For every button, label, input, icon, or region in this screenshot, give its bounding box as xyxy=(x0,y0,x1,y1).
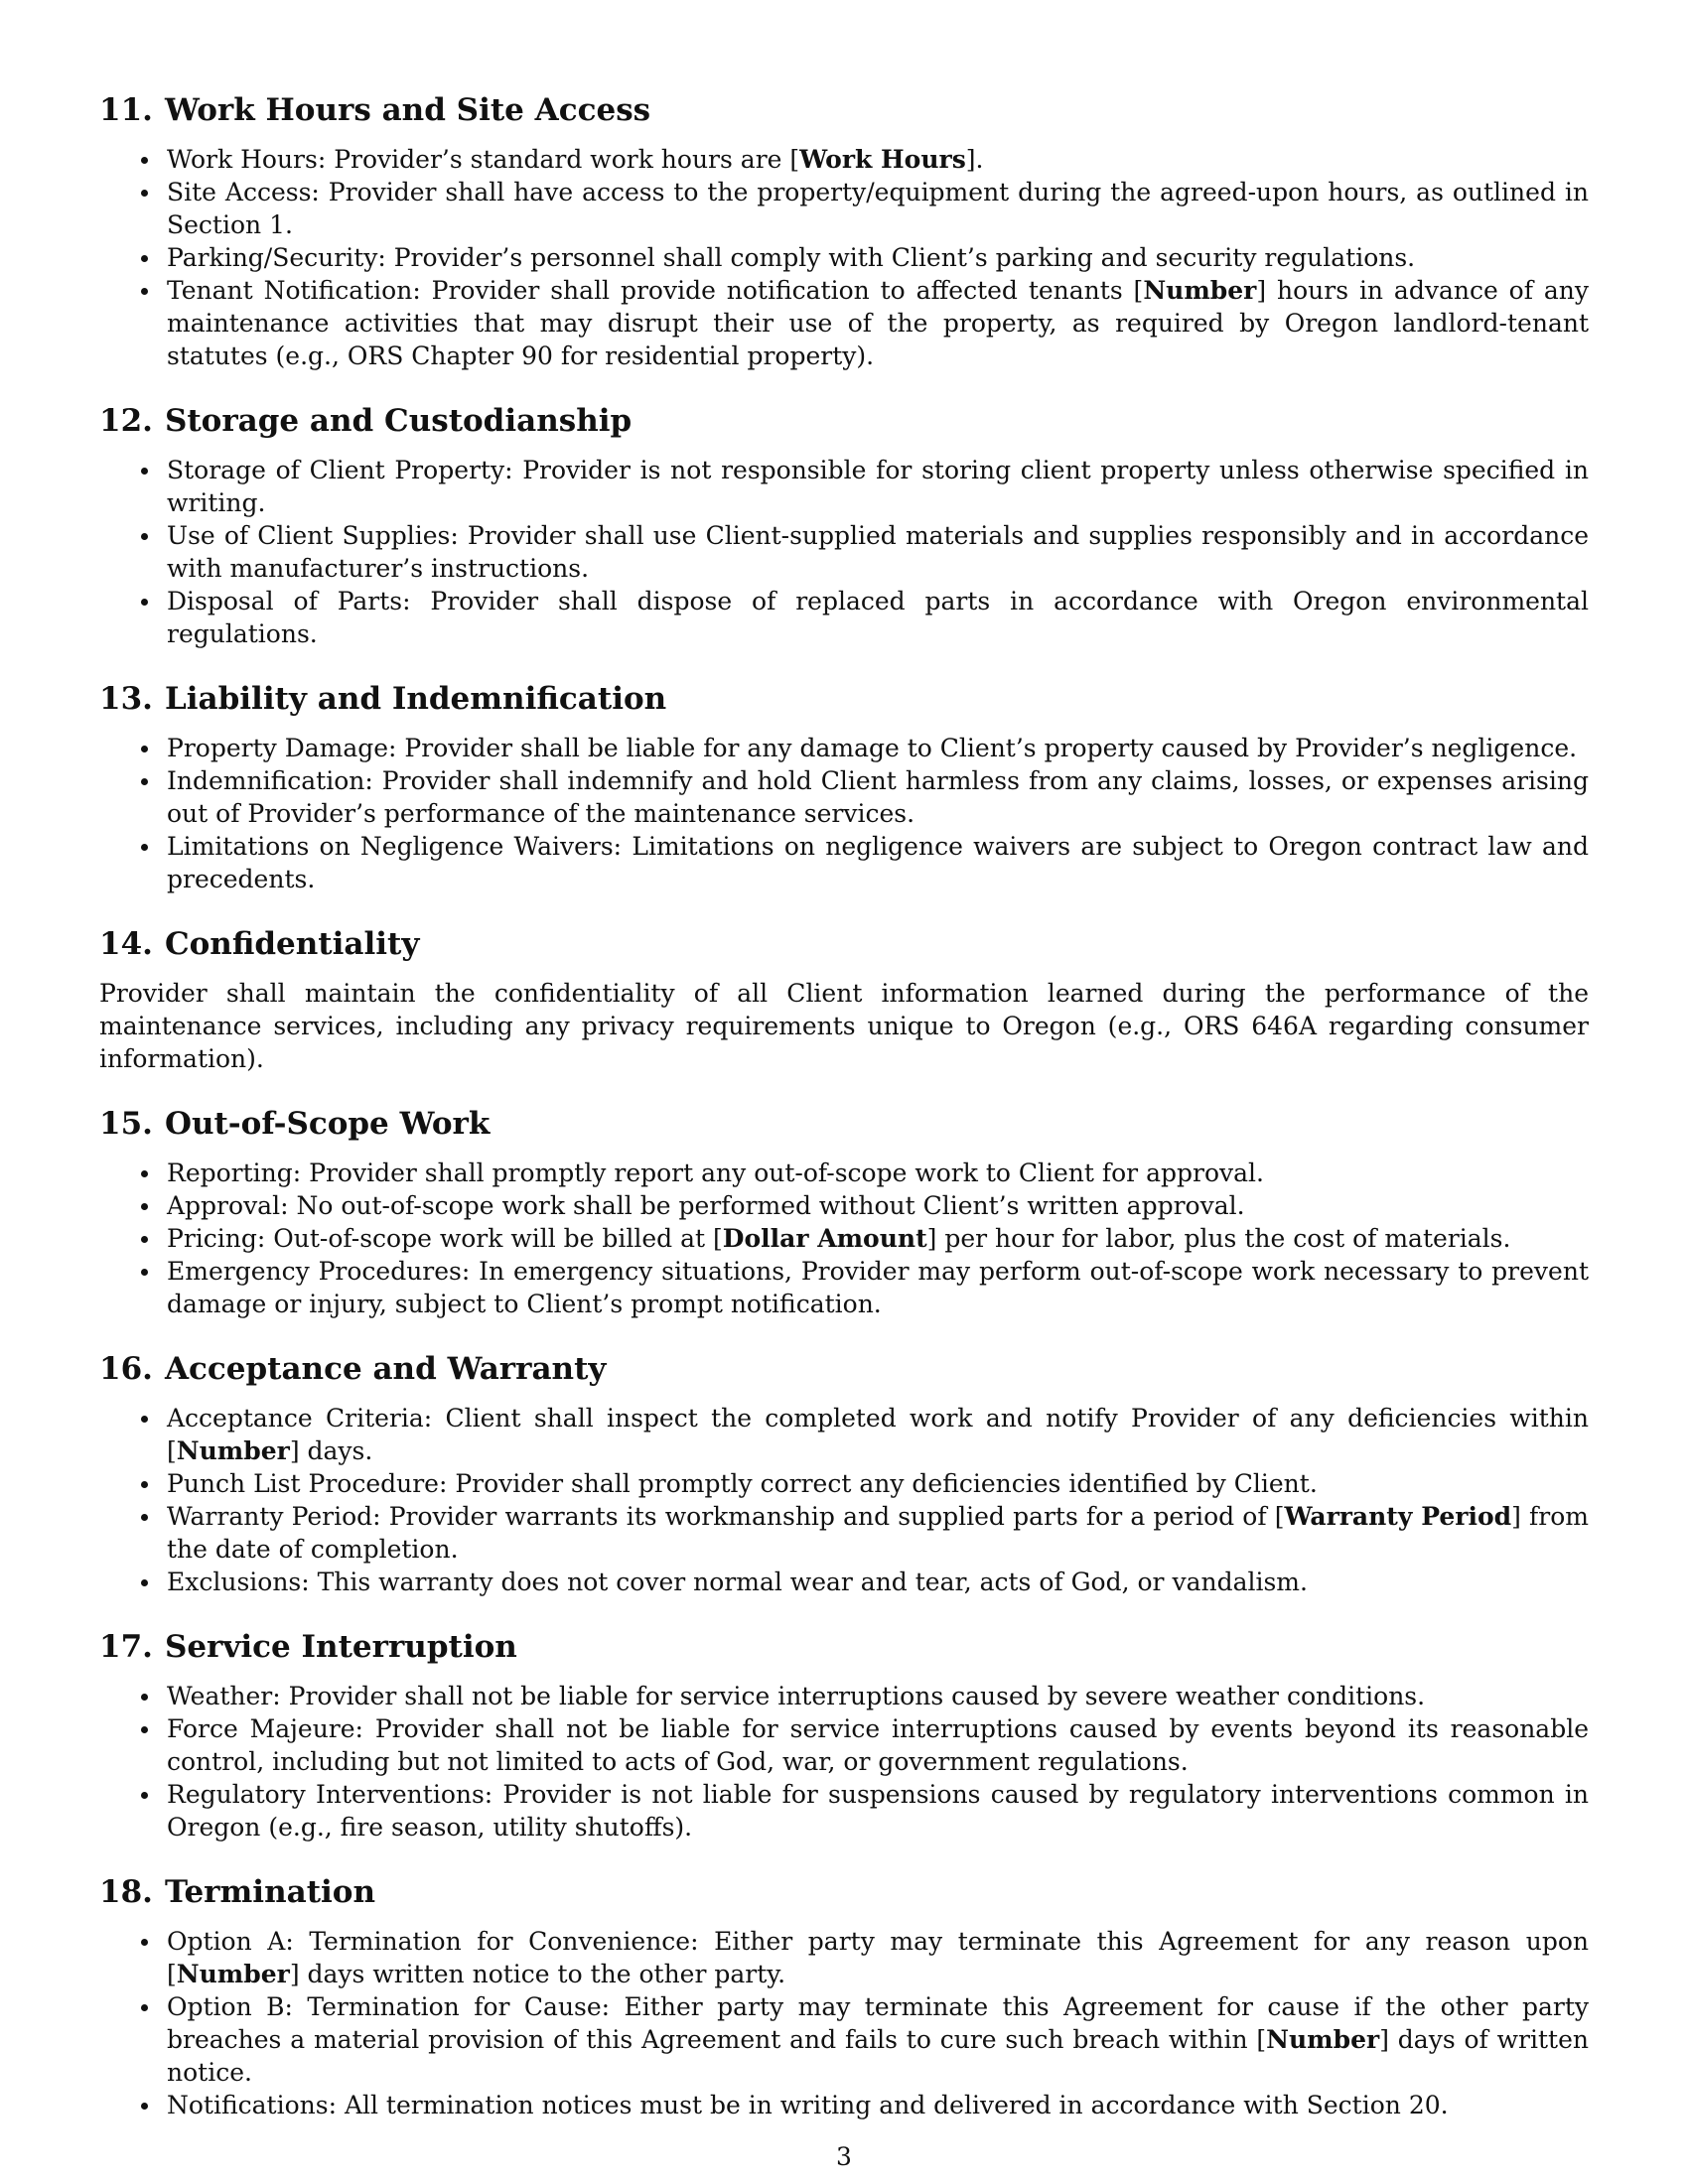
list-item: Weather: Provider shall not be liable for service interruptions caused by severe weather conditions. xyxy=(99,1680,1589,1712)
section-service-interruption xyxy=(99,1626,1589,1843)
document-page xyxy=(99,89,1589,2149)
list-item: Tenant Notification: Provider shall provide notification to affected tenants [Number] hours in advance of any maintenance activities that may disrupt their use of the property, as required by Oregon landlord-tenant statutes (e.g., ORS Chapter 90 for residential property). xyxy=(99,274,1589,372)
bullet-list xyxy=(99,1925,1589,2121)
list-item: Notifications: All termination notices must be in writing and delivered in accordance with Section 20. xyxy=(99,2089,1589,2121)
list-item: Emergency Procedures: In emergency situations, Provider may perform out-of-scope work necessary to prevent damage or injury, subject to Client’s prompt notification. xyxy=(99,1255,1589,1320)
section-work-hours xyxy=(99,89,1589,372)
section-acceptance-warranty xyxy=(99,1348,1589,1598)
list-item: Property Damage: Provider shall be liable for any damage to Client’s property caused by Provider’s negligence. xyxy=(99,732,1589,764)
list-item: Use of Client Supplies: Provider shall use Client-supplied materials and supplies responsibly and in accordance with manufacturer’s instructions. xyxy=(99,519,1589,585)
section-heading: 16. Acceptance and Warranty xyxy=(99,1351,607,1387)
section-storage xyxy=(99,400,1589,650)
section-heading: 11. Work Hours and Site Access xyxy=(99,92,651,128)
section-heading: 18. Termination xyxy=(99,1874,376,1910)
list-item: Regulatory Interventions: Provider is not liable for suspensions caused by regulatory interventions common in Oregon (e.g., fire season, utility shutoffs). xyxy=(99,1778,1589,1843)
paragraph: Provider shall maintain the confidentiality of all Client information learned during the performance of the maintenance services, including any privacy requirements unique to Oregon (e.g., ORS 646A regarding consumer information). xyxy=(99,979,1589,1073)
list-item: Disposal of Parts: Provider shall dispose of replaced parts in accordance with Oregon environmental regulations. xyxy=(99,585,1589,650)
list-item: Punch List Procedure: Provider shall promptly correct any deficiencies identified by Client. xyxy=(99,1467,1589,1500)
bullet-list xyxy=(99,143,1589,372)
list-item: Option A: Termination for Convenience: Either party may terminate this Agreement for any reason upon [Number] days written notice to the other party. xyxy=(99,1925,1589,1990)
section-out-of-scope xyxy=(99,1103,1589,1320)
list-item: Storage of Client Property: Provider is not responsible for storing client property unless otherwise specified in writing. xyxy=(99,454,1589,519)
list-item: Option B: Termination for Cause: Either party may terminate this Agreement for cause if the other party breaches a material provision of this Agreement and fails to cure such breach within [Number] days of written notice. xyxy=(99,1990,1589,2089)
section-confidentiality xyxy=(99,923,1589,1075)
list-item: Parking/Security: Provider’s personnel shall comply with Client’s parking and security regulations. xyxy=(99,241,1589,274)
section-heading: 12. Storage and Custodianship xyxy=(99,403,633,439)
list-item: Indemnification: Provider shall indemnify and hold Client harmless from any claims, losses, or expenses arising out of Provider’s performance of the maintenance services. xyxy=(99,764,1589,830)
list-item: Limitations on Negligence Waivers: Limitations on negligence waivers are subject to Oregon contract law and precedents. xyxy=(99,830,1589,895)
list-item: Acceptance Criteria: Client shall inspect the completed work and notify Provider of any deficiencies within [Number] days. xyxy=(99,1402,1589,1467)
list-item: Reporting: Provider shall promptly report any out-of-scope work to Client for approval. xyxy=(99,1157,1589,1189)
list-item: Force Majeure: Provider shall not be liable for service interruptions caused by events beyond its reasonable control, including but not limited to acts of God, war, or government regulations. xyxy=(99,1712,1589,1778)
bullet-list xyxy=(99,1402,1589,1598)
section-liability xyxy=(99,678,1589,895)
bullet-list xyxy=(99,454,1589,650)
page-number: 3 xyxy=(836,2142,852,2171)
bullet-list xyxy=(99,732,1589,895)
bullet-list xyxy=(99,1157,1589,1320)
list-item: Work Hours: Provider’s standard work hours are [Work Hours]. xyxy=(99,143,1589,176)
list-item: Site Access: Provider shall have access to the property/equipment during the agreed-upon hours, as outlined in Section 1. xyxy=(99,176,1589,241)
list-item: Warranty Period: Provider warrants its workmanship and supplied parts for a period of [Warranty Period] from the date of completion. xyxy=(99,1500,1589,1566)
list-item: Exclusions: This warranty does not cover normal wear and tear, acts of God, or vandalism. xyxy=(99,1566,1589,1598)
section-heading: 13. Liability and Indemnification xyxy=(99,681,667,717)
section-heading: 15. Out-of-Scope Work xyxy=(99,1106,491,1142)
list-item: Pricing: Out-of-scope work will be billed at [Dollar Amount] per hour for labor, plus the cost of materials. xyxy=(99,1222,1589,1255)
bullet-list xyxy=(99,1680,1589,1843)
section-termination xyxy=(99,1871,1589,2121)
list-item: Approval: No out-of-scope work shall be performed without Client’s written approval. xyxy=(99,1189,1589,1222)
section-heading: 14. Confidentiality xyxy=(99,926,420,962)
section-heading: 17. Service Interruption xyxy=(99,1629,517,1665)
